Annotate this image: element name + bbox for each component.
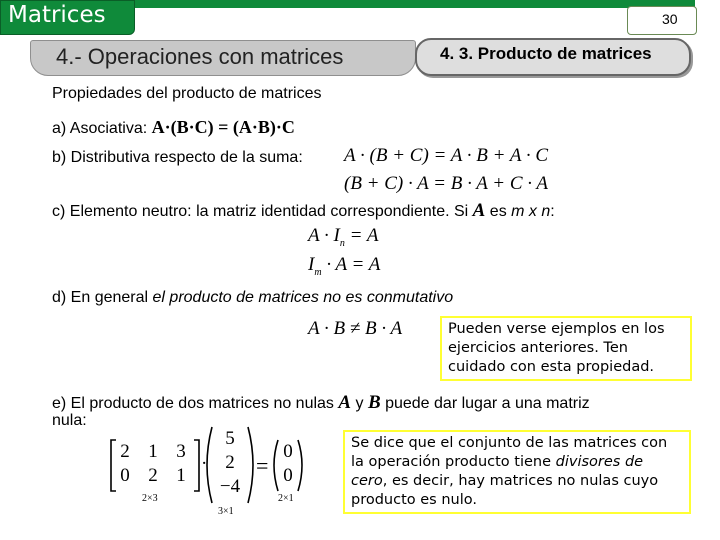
property-c-label-2: es — [485, 203, 512, 220]
equals-sign: = — [256, 453, 269, 478]
matrix-a-cell: 0 — [120, 465, 130, 486]
header-strip — [133, 0, 695, 8]
product-dot: · — [201, 453, 208, 474]
matrix-b-dim: 3×1 — [218, 506, 234, 517]
property-b-label: b) Distributiva respecto de la suma: — [52, 149, 303, 166]
note-zero-divisors-part-1: Se dice que el conjunto de las matrices con la operación producto tiene — [351, 435, 668, 470]
property-e — [52, 392, 590, 414]
property-c-label-3: : — [550, 203, 555, 220]
matrix-a-col-1 — [114, 440, 136, 488]
matrix-a-col-3 — [170, 440, 192, 488]
property-a — [52, 117, 295, 138]
identity-formula-right — [308, 225, 378, 249]
property-a-label: a) Asociativa: — [52, 120, 152, 137]
note-zero-divisors-part-2: , es decir, hay matrices no nulas cuyo producto es nulo. — [351, 473, 659, 508]
matrix-a-dim: 2×3 — [142, 493, 158, 504]
property-d-label-1: d) En general — [52, 289, 153, 306]
property-e-A: A — [338, 392, 352, 413]
identity-formula-right-sub: n — [339, 237, 345, 249]
matrix-a-cell: 1 — [176, 465, 186, 486]
property-c-label-1: c) Elemento neutro: la matriz identidad correspondiente. Si — [52, 203, 473, 220]
property-e-label-2: puede dar lugar a una matriz — [380, 395, 590, 412]
property-c-mxn: m x n — [511, 203, 551, 220]
page-number: 30 — [662, 11, 678, 27]
matrix-a-cell: 1 — [148, 441, 158, 462]
matrix-c-cell: 0 — [283, 465, 293, 486]
subsection-title: 4. 3. Producto de matrices — [440, 44, 652, 63]
identity-formula-left-lhs: I — [308, 254, 315, 275]
property-d-label-2: el producto de matrices no es conmutativo — [152, 289, 454, 306]
property-e-label-3: nula: — [52, 412, 87, 429]
identity-formula-right-rhs: = A — [344, 225, 379, 246]
matrix-a-col-2 — [142, 440, 164, 488]
property-a-formula: A·(B·C) = (A·B)·C — [151, 117, 295, 137]
identity-formula-left-sub: m — [314, 266, 322, 278]
identity-formula-right-lhs: A · I — [308, 225, 340, 246]
property-e-B: B — [367, 392, 381, 413]
app-title: Matrices — [8, 2, 106, 28]
identity-formula-left-rhs: · A = A — [321, 254, 381, 275]
commutative-formula: A · B ≠ B · A — [308, 318, 403, 339]
property-e-y: y — [351, 395, 368, 412]
property-d — [52, 289, 453, 307]
property-e-label-1: e) El producto de dos matrices no nulas — [52, 395, 339, 412]
property-c-A: A — [472, 200, 486, 221]
note-commutative: Pueden verse ejemplos en los ejercicios anteriores. Ten cuidado con esta propiedad. — [440, 316, 692, 381]
matrix-c — [278, 440, 298, 488]
note-zero-divisors-italic: divisores de cero — [351, 454, 644, 489]
identity-formula-left — [308, 254, 380, 278]
property-b-formula-2: (B + C) · A = B · A + C · A — [344, 173, 549, 194]
zero-divisor-example — [100, 425, 340, 520]
matrix-b — [213, 427, 247, 499]
matrix-b-cell: 5 — [225, 428, 235, 449]
matrix-a-cell: 3 — [176, 441, 186, 462]
property-b-formula-1: A · (B + C) = A · B + A · C — [344, 145, 549, 166]
property-c — [52, 200, 555, 222]
matrix-a-cell: 2 — [148, 465, 158, 486]
section-title: 4.- Operaciones con matrices — [56, 44, 344, 69]
matrix-c-dim: 2×1 — [278, 493, 294, 504]
matrix-a-cell: 2 — [120, 441, 130, 462]
properties-heading: Propiedades del producto de matrices — [52, 85, 322, 102]
matrix-b-cell: −4 — [219, 476, 241, 497]
note-zero-divisors — [343, 430, 691, 514]
matrix-c-cell: 0 — [283, 441, 293, 462]
matrix-b-cell: 2 — [225, 452, 235, 473]
